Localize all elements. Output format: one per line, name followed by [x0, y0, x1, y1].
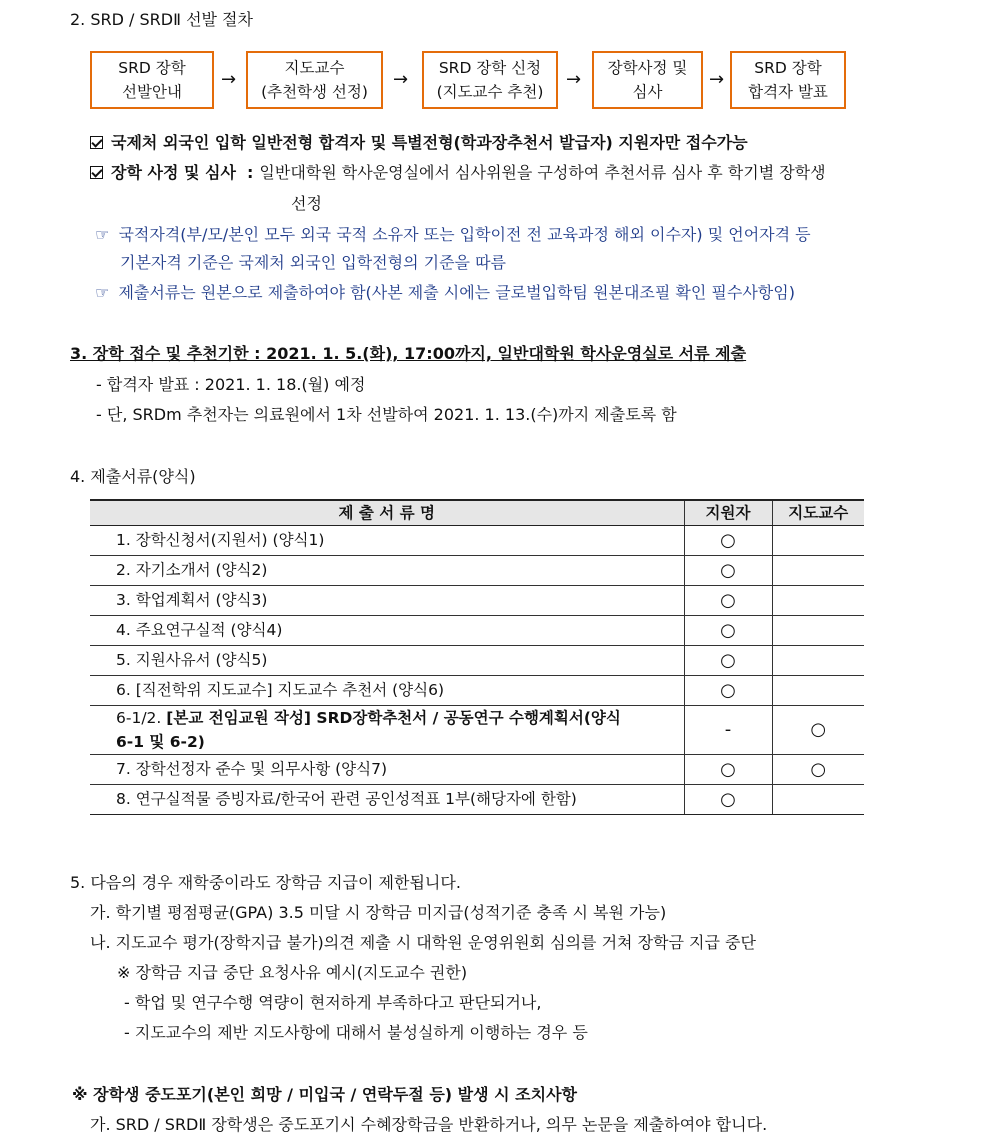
- flow-step-5-line2: 합격자 발표: [748, 83, 828, 101]
- flow-step-5-line1: SRD 장학: [754, 59, 822, 77]
- pointing-hand-icon: ☞: [95, 225, 110, 244]
- table-row: [90, 616, 864, 646]
- table-row: [90, 706, 864, 755]
- advisor-mark: ○: [772, 706, 864, 755]
- table-header-row: [90, 500, 864, 526]
- advisor-mark: [772, 676, 864, 706]
- flow-step-2-line2: (추천학생 선정): [261, 83, 368, 101]
- section-5-item-ga: 가. 학기별 평점평균(GPA) 3.5 미달 시 장학금 미지급(성적기준 충족 시 복원 가능): [90, 903, 667, 922]
- document-name: 7. 장학선정자 준수 및 의무사항 (양식7): [90, 755, 684, 785]
- advisor-mark: [772, 616, 864, 646]
- flow-step-5: [730, 51, 846, 109]
- note-documents: [95, 283, 795, 302]
- applicant-mark: -: [684, 706, 772, 755]
- flow-step-3-line2: (지도교수 추천): [436, 83, 544, 101]
- document-name: 2. 자기소개서 (양식2): [90, 556, 684, 586]
- flow-step-4: [592, 51, 703, 109]
- pointing-hand-icon: ☞: [95, 283, 110, 302]
- note-qualification-cont: 기본자격 기준은 국제처 외국인 입학전형의 기준을 따름: [120, 253, 507, 272]
- document-name-bold: [본교 전임교원 작성] SRD장학추천서 / 공동연구 수행계획서(양식: [166, 709, 621, 727]
- table-row: [90, 556, 864, 586]
- table-row: [90, 646, 864, 676]
- applicant-mark: ○: [684, 586, 772, 616]
- applicant-mark: ○: [684, 556, 772, 586]
- section-5-item-na: 나. 지도교수 평가(장학지급 불가)의견 제출 시 대학원 운영위원회 심의를 거쳐 장학금 지급 중단: [90, 933, 756, 952]
- section-6-item-ga: 가. SRD / SRDⅡ 장학생은 중도포기시 수혜장학금을 반환하거나, 의무 논문을 제출하여야 합니다.: [90, 1115, 768, 1134]
- flow-step-3: [422, 51, 558, 109]
- advisor-mark: [772, 586, 864, 616]
- document-name-prefix: 6-1/2.: [116, 709, 167, 727]
- document-name: [90, 706, 684, 755]
- document-name: 8. 연구실적물 증빙자료/한국어 관련 공인성적표 1부(해당자에 한함): [90, 785, 684, 815]
- applicant-mark: ○: [684, 785, 772, 815]
- advisor-mark: ○: [772, 755, 864, 785]
- applicant-mark: ○: [684, 676, 772, 706]
- checkbox-icon: [90, 136, 103, 149]
- note-documents-text: 제출서류는 원본으로 제출하여야 함(사본 제출 시에는 글로벌입학팀 원본대조필 확인 필수사항임): [118, 283, 795, 302]
- note-qualification-text: 국적자격(부/모/본인 모두 외국 국적 소유자 또는 입학이전 전 교육과정 해외 이수자) 및 언어자격 등: [118, 225, 811, 244]
- document-name-bold-cont: 6-1 및 6-2): [116, 733, 205, 751]
- section-5-note-title: ※ 장학금 지급 중단 요청사유 예시(지도교수 권한): [117, 963, 468, 982]
- table-row: [90, 676, 864, 706]
- flow-step-4-line2: 심사: [632, 83, 663, 101]
- flow-step-2-line1: 지도교수: [284, 59, 345, 77]
- selection-process-flow: [90, 51, 850, 113]
- document-name: 4. 주요연구실적 (양식4): [90, 616, 684, 646]
- check-item-review-text-cont: 선정: [291, 194, 322, 213]
- advisor-mark: [772, 646, 864, 676]
- section-3-item-2: - 단, SRDm 추천자는 의료원에서 1차 선발하여 2021. 1. 13.(수)까지 제출토록 함: [96, 405, 677, 424]
- document-name: 3. 학업계획서 (양식3): [90, 586, 684, 616]
- flow-arrow-2: →: [393, 69, 409, 90]
- check-item-eligibility: [90, 133, 748, 152]
- document-name: 1. 장학신청서(지원서) (양식1): [90, 526, 684, 556]
- section-6-heading: ※ 장학생 중도포기(본인 희망 / 미입국 / 연락두절 등) 발생 시 조치사항: [72, 1085, 577, 1104]
- section-3-heading: 3. 장학 접수 및 추천기한 : 2021. 1. 5.(화), 17:00까지, 일반대학원 학사운영실로 서류 제출: [70, 344, 747, 363]
- section-5-note-item-2: - 지도교수의 제반 지도사항에 대해서 불성실하게 이행하는 경우 등: [124, 1023, 588, 1042]
- check-item-review-label: 장학 사정 및 심사: [111, 163, 236, 182]
- section-5-note-item-1: - 학업 및 연구수행 역량이 현저하게 부족하다고 판단되거나,: [124, 993, 542, 1012]
- flow-step-1-line1: SRD 장학: [118, 59, 186, 77]
- column-header-advisor: 지도교수: [772, 500, 864, 526]
- advisor-mark: [772, 785, 864, 815]
- flow-step-3-line1: SRD 장학 신청: [438, 59, 542, 77]
- check-item-review: [90, 163, 826, 182]
- flow-arrow-1: →: [221, 69, 237, 90]
- check-item-eligibility-text: 국제처 외국인 입학 일반전형 합격자 및 특별전형(학과장추천서 발급자) 지원자만 접수가능: [111, 133, 748, 152]
- applicant-mark: ○: [684, 646, 772, 676]
- table-row: [90, 586, 864, 616]
- table-row: [90, 785, 864, 815]
- section-3-item-1: - 합격자 발표 : 2021. 1. 18.(월) 예정: [96, 375, 366, 394]
- documents-table: [90, 499, 864, 815]
- advisor-mark: [772, 556, 864, 586]
- check-item-review-colon: :: [247, 163, 254, 182]
- flow-arrow-3: →: [566, 69, 582, 90]
- section-5-heading: 5. 다음의 경우 재학중이라도 장학금 지급이 제한됩니다.: [70, 873, 461, 892]
- flow-step-1: [90, 51, 214, 109]
- applicant-mark: ○: [684, 755, 772, 785]
- column-header-applicant: 지원자: [684, 500, 772, 526]
- flow-step-2: [246, 51, 383, 109]
- document-name: 5. 지원사유서 (양식5): [90, 646, 684, 676]
- applicant-mark: ○: [684, 526, 772, 556]
- column-header-document-name: 제 출 서 류 명: [90, 500, 684, 526]
- section-2-heading: 2. SRD / SRDⅡ 선발 절차: [70, 10, 253, 29]
- table-row: [90, 526, 864, 556]
- note-qualification: [95, 225, 811, 244]
- applicant-mark: ○: [684, 616, 772, 646]
- table-row: [90, 755, 864, 785]
- flow-step-1-line2: 선발안내: [122, 83, 182, 101]
- flow-arrow-4: →: [709, 69, 725, 90]
- checkbox-icon: [90, 166, 103, 179]
- document-name: 6. [직전학위 지도교수] 지도교수 추천서 (양식6): [90, 676, 684, 706]
- check-item-review-text: 일반대학원 학사운영실에서 심사위원을 구성하여 추천서류 심사 후 학기별 장학생: [259, 163, 826, 182]
- section-4-heading: 4. 제출서류(양식): [70, 467, 196, 486]
- advisor-mark: [772, 526, 864, 556]
- flow-step-4-line1: 장학사정 및: [607, 59, 688, 77]
